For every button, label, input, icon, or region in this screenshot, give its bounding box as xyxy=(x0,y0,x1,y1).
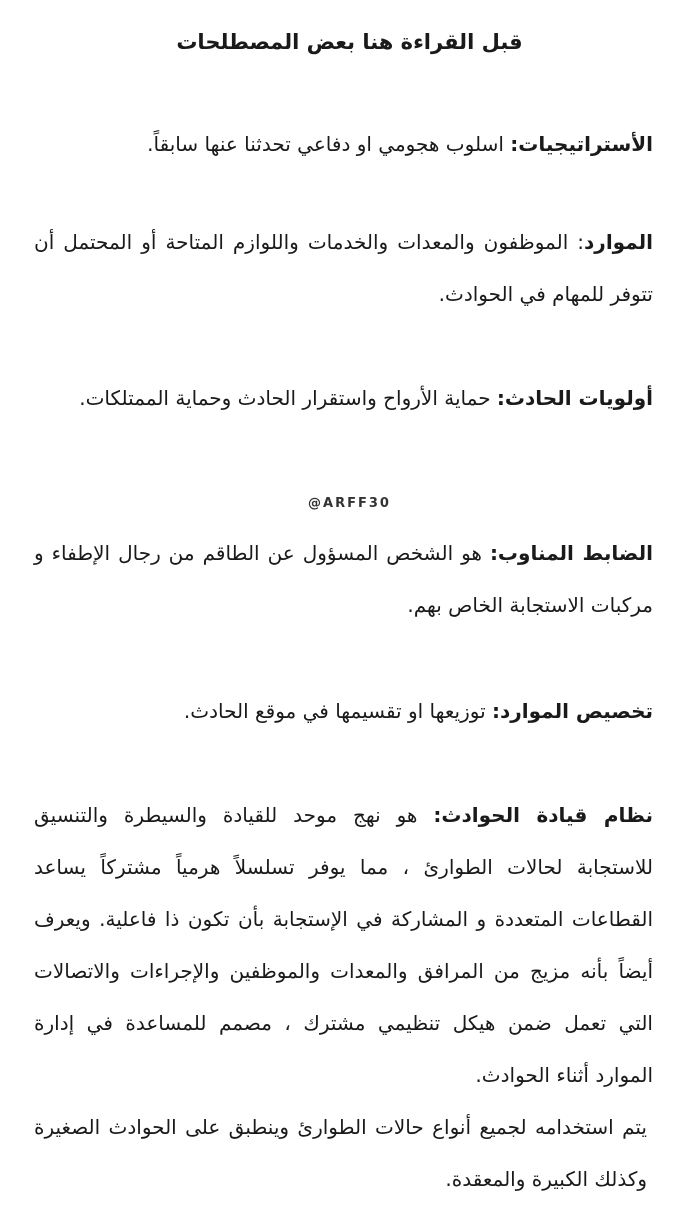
definition-term: تخصيص الموارد: xyxy=(492,699,653,723)
watermark-handle: @ARFF30 xyxy=(308,496,391,511)
definition-term: نظام قيادة الحوادث: xyxy=(433,803,653,827)
definition-term: الأستراتيجيات: xyxy=(510,132,653,156)
definition-text: توزيعها او تقسيمها في موقع الحادث. xyxy=(183,699,492,723)
definition-resource-allocation xyxy=(34,685,653,737)
definition-continuation: يتم استخدامه لجميع أنواع حالات الطوارئ وينطبق على الحوادث الصغيرة وكذلك الكبيرة والمعقدة. xyxy=(34,1115,647,1191)
definition-incident-command-system xyxy=(34,789,653,1205)
definition-duty-officer xyxy=(34,527,653,631)
definition-term: الموارد xyxy=(584,230,653,254)
definition-text: : الموظفون والمعدات والخدمات واللوازم المتاحة أو المحتمل أن تتوفر للمهام في الحوادث. xyxy=(34,230,653,306)
definition-incident-priorities xyxy=(34,372,653,424)
definition-resources xyxy=(34,216,653,320)
definition-text: اسلوب هجومي او دفاعي تحدثنا عنها سابقاً. xyxy=(147,132,511,156)
definition-term: الضابط المناوب: xyxy=(489,541,653,565)
page-title: قبل القراءة هنا بعض المصطلحات xyxy=(176,30,523,54)
definition-strategies xyxy=(34,118,653,170)
definition-text: حماية الأرواح واستقرار الحادث وحماية الممتلكات. xyxy=(79,386,497,410)
definition-term: أولويات الحادث: xyxy=(496,386,653,410)
definition-text: هو نهج موحد للقيادة والسيطرة والتنسيق للاستجابة لحالات الطوارئ ، مما يوفر تسلسلاً هرمياً مشتركاً يساعد القطاعات المتعددة و المشاركة في الإستجابة بأن تكون ذا فاعلية. ويعرف أيضاً بأنه مزيج من المرافق والمعدات والموظفين والإجراءات والاتصالات التي تعمل ضمن هيكل تنظيمي مشترك ، مصمم للمساعدة في إدارة الموارد أثناء الحوادث. xyxy=(34,803,653,1087)
definition-text: هو الشخص المسؤول عن الطاقم من رجال الإطفاء و مركبات الاستجابة الخاص بهم. xyxy=(34,541,653,617)
